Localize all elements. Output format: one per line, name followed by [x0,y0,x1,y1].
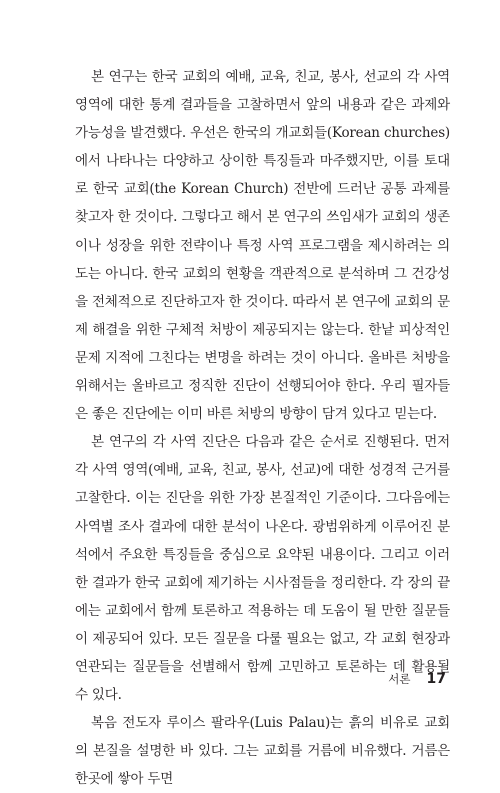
paragraph-3: 복음 전도자 루이스 팔라우(Luis Palau)는 흙의 비유로 교회의 본질을 설명한 바 있다. 그는 교회를 거름에 비유했다. 거름은 한곳에 쌓아 두면 [75,715,450,788]
page-number: 17 [426,671,446,687]
page-footer [388,671,446,687]
running-head: 서론 [388,672,411,686]
paragraph-2: 본 연구의 각 사역 진단은 다음과 같은 순서로 진행된다. 먼저 각 사역 영역(예배, 교육, 친교, 봉사, 선교)에 대한 성경적 근거를 고찰한다. 이는 진단을 위한 가장 본질적인 기준이다. 그다음에는 사역별 조사 결과에 대한 분석이 나온다. 광범위하게 이루어진 분석에서 주요한 특징들을 중심으로 요약된 내용이다. 그리고 이러한 결과가 한국 교회에 제기하는 시사점들을 정리한다. 각 장의 끝에는 교회에서 함께 토론하고 적용하는 데 도움이 될 만한 질문들이 제공되어 있다. 모든 질문을 다룰 필요는 없고, 각 교회 현장과 연관되는 질문들을 선별해서 함께 고민하고 토론하는 데 활용될 수 있다. [75,434,450,704]
paragraph-1: 본 연구는 한국 교회의 예배, 교육, 친교, 봉사, 선교의 각 사역 영역에 대한 통계 결과들을 고찰하면서 앞의 내용과 같은 과제와 가능성을 발견했다. 우선은 한국의 개교회들(Korean churches)에서 나타나는 다양하고 상이한 특징들과 마주했지만, 이를 토대로 한국 교회(the Korean Church) 전반에 드러난 공통 과제를 찾고자 한 것이다. 그렇다고 해서 본 연구의 쓰임새가 교회의 생존이나 성장을 위한 전략이나 특정 사역 프로그램을 제시하려는 의도는 아니다. 한국 교회의 현황을 객관적으로 분석하며 그 건강성을 전체적으로 진단하고자 한 것이다. 따라서 본 연구에 교회의 문제 해결을 위한 구체적 처방이 제공되지는 않는다. 한낱 피상적인 문제 지적에 그친다는 변명을 하려는 것이 아니다. 올바른 처방을 위해서는 올바르고 정직한 진단이 선행되어야 한다. 우리 필자들은 좋은 진단에는 이미 바른 처방의 방향이 담겨 있다고 믿는다. [75,69,450,423]
